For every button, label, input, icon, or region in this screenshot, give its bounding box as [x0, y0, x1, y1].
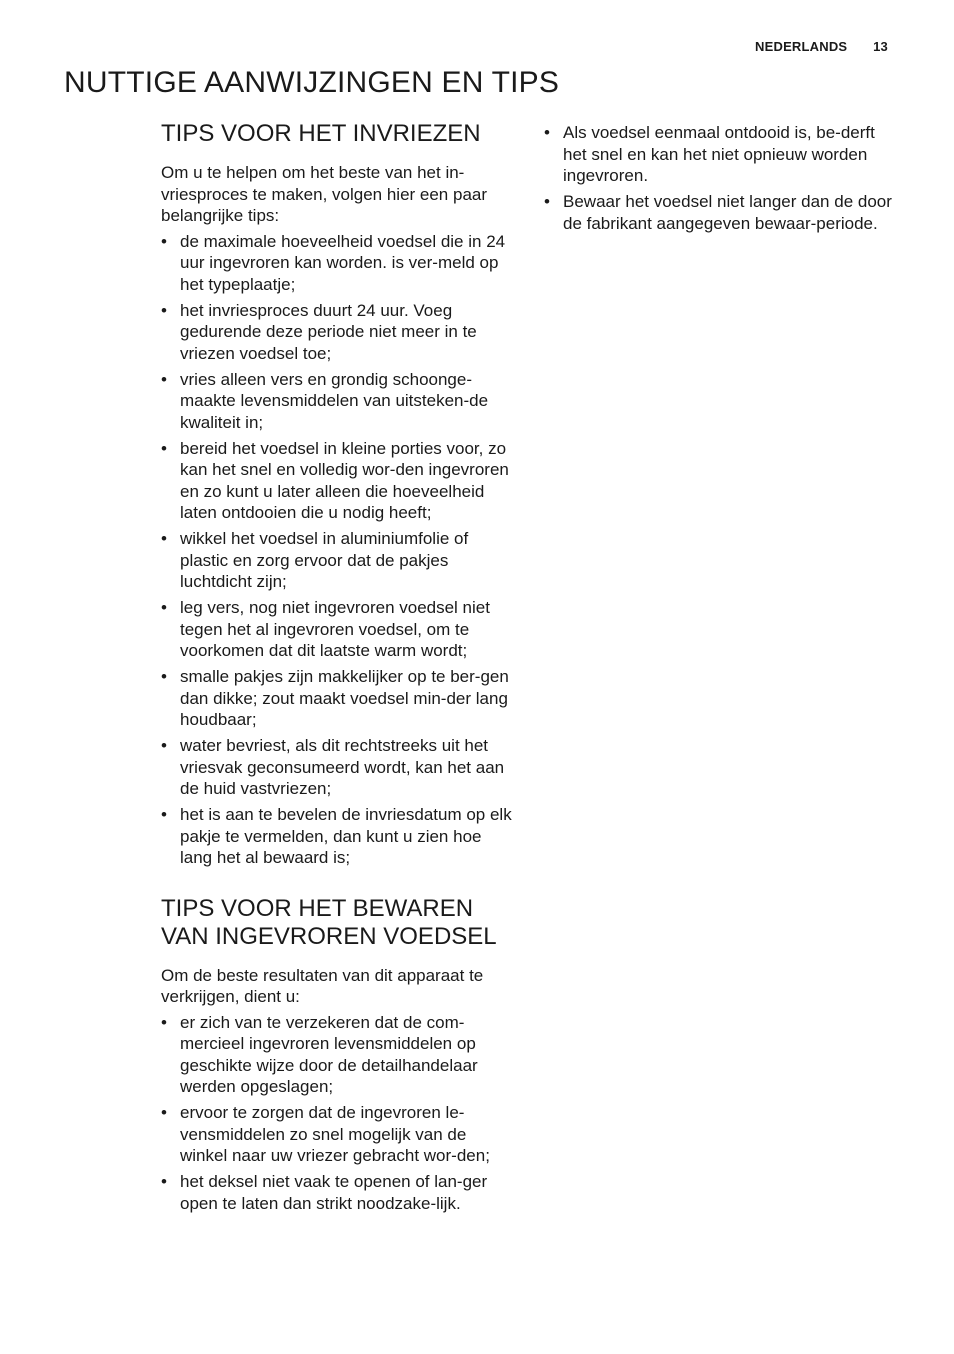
freezing-tips-list — [161, 231, 516, 869]
bullet-icon: • — [161, 1172, 167, 1191]
list-item: • leg vers, nog niet ingevroren voedsel niet tegen het al ingevroren voedsel, om te voorkomen dat dit laatste warm wordt; — [161, 598, 490, 660]
page-title: NUTTIGE AANWIJZINGEN EN TIPS — [64, 66, 560, 99]
header-language: NEDERLANDS — [755, 39, 848, 54]
list-item: • er zich van te verzekeren dat de com-mercieel ingevroren levensmiddelen op geschikte wijze door de detailhandelaar werden opgeslagen; — [161, 1012, 478, 1096]
bullet-icon: • — [161, 598, 167, 617]
section-intro-storing: Om de beste resultaten van dit apparaat te verkrijgen, dient u: — [161, 965, 484, 1006]
list-item: • vries alleen vers en grondig schoonge-maakte levensmiddelen van uitsteken-de kwaliteit in; — [161, 369, 489, 432]
bullet-icon: • — [161, 438, 167, 458]
list-item: • Als voedsel eenmaal ontdooid is, be-derft het snel en kan het niet opnieuw worden ingevroren. — [544, 123, 875, 185]
list-item: • wikkel het voedsel in aluminiumfolie of plastic en zorg ervoor dat de pakjes luchtdicht zijn; — [161, 529, 469, 591]
list-item: • het is aan te bevelen de invriesdatum op elk pakje te vermelden, dan kunt u zien hoe lang het al bewaard is; — [161, 805, 512, 867]
list-item: • smalle pakjes zijn makkelijker op te ber-gen dan dikke; zout maakt voedsel min-der lang houdbaar; — [161, 667, 509, 729]
bullet-icon: • — [161, 736, 167, 755]
bullet-icon: • — [161, 300, 167, 320]
section-intro-freezing: Om u te helpen om het beste van het in-vriesproces te maken, volgen hier een paar belangrijke tips: — [161, 163, 488, 225]
list-item: • ervoor te zorgen dat de ingevroren le-vensmiddelen zo snel mogelijk van de winkel naar uw vriezer gebracht wor-den; — [161, 1103, 490, 1165]
section-heading-storing: TIPS VOOR HET BEWAREN VAN INGEVROREN VOEDSEL — [161, 894, 497, 950]
list-item: • water bevriest, als dit rechtstreeks uit het vriesvak geconsumeerd wordt, kan het aan de huid vastvriezen; — [161, 736, 505, 798]
bullet-icon: • — [161, 1012, 167, 1032]
page-number: 13 — [873, 39, 888, 54]
bullet-icon: • — [544, 192, 550, 211]
storing-tips-list-continued — [544, 122, 894, 234]
right-column — [544, 122, 894, 239]
left-column — [161, 120, 516, 1219]
bullet-icon: • — [161, 529, 167, 548]
list-item: • bereid het voedsel in kleine porties voor, zo kan het snel en volledig wor-den ingevroren en zo kunt u later alleen die hoeveelheid laten ontdooien die u nodig heeft; — [161, 438, 509, 522]
running-header — [755, 39, 888, 54]
list-item: • het invriesproces duurt 24 uur. Voeg gedurende deze periode niet meer in te vriezen voedsel toe; — [161, 300, 477, 363]
list-item: • het deksel niet vaak te openen of lan-ger open te laten dan strikt noodzake-lijk. — [161, 1172, 488, 1213]
bullet-icon: • — [161, 667, 167, 686]
list-item: • de maximale hoeveelheid voedsel die in 24 uur ingevroren kan worden. is ver-meld op het typeplaatje; — [161, 231, 506, 294]
bullet-icon: • — [161, 231, 167, 251]
storing-tips-list — [161, 1012, 516, 1215]
bullet-icon: • — [161, 369, 167, 389]
bullet-icon: • — [161, 805, 167, 824]
bullet-icon: • — [161, 1103, 167, 1122]
list-item: • Bewaar het voedsel niet langer dan de door de fabrikant aangegeven bewaar-periode. — [544, 192, 892, 233]
bullet-icon: • — [544, 123, 550, 142]
section-heading-freezing: TIPS VOOR HET INVRIEZEN — [161, 120, 481, 147]
